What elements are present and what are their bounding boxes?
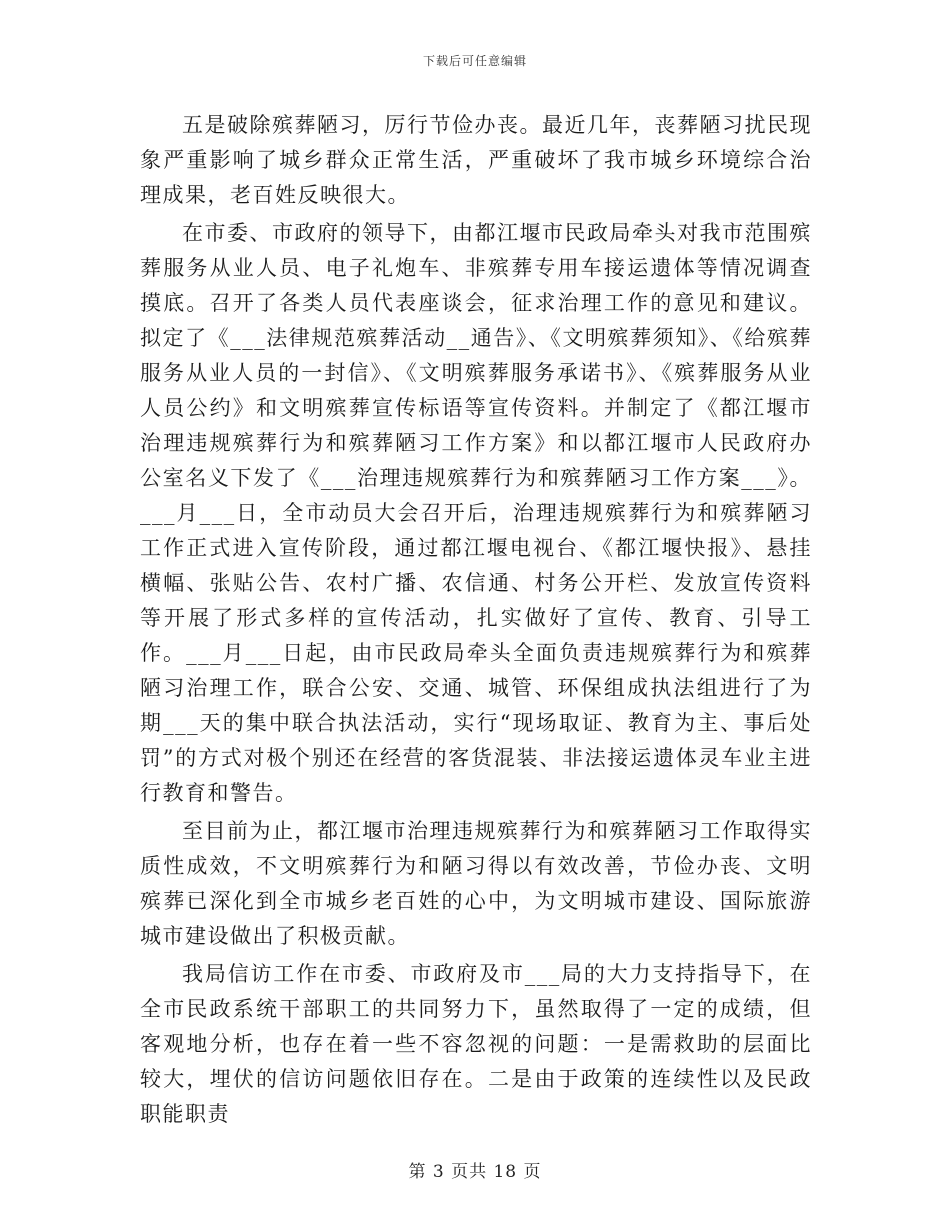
- document-body: [140, 108, 812, 1135]
- paragraph-4: 我局信访工作在市委、市政府及市___局的大力支持指导下，在全市民政系统干部职工的共同努力下，虽然取得了一定的成绩，但客观地分析，也存在着一些不容忽视的问题：一是需救助的层面比较大，埋伏的信访问题依旧存在。二是由于政策的连续性以及民政职能职责: [140, 962, 812, 1126]
- page-header: 下载后可任意编辑: [422, 54, 527, 68]
- paragraph-2: 在市委、市政府的领导下，由都江堰市民政局牵头对我市范围殡葬服务从业人员、电子礼炮车、非殡葬专用车接运遗体等情况调查摸底。召开了各类人员代表座谈会，征求治理工作的意见和建议。拟定了《___法律规范殡葬活动__通告》、《文明殡葬须知》、《给殡葬服务从业人员的一封信》、《文明殡葬服务承诺书》、《殡葬服务从业人员公约》和文明殡葬宣传标语等宣传资料。并制定了《都江堰市治理违规殡葬行为和殡葬陋习工作方案》和以都江堰市人民政府办公室名义下发了《___治理违规殡葬行为和殡葬陋习工作方案___》。___月___日，全市动员大会召开后，治理违规殡葬行为和殡葬陋习工作正式进入宣传阶段，通过都江堰电视台、《都江堰快报》、悬挂横幅、张贴公告、农村广播、农信通、村务公开栏、发放宣传资料等开展了形式多样的宣传活动，扎实做好了宣传、教育、引导工作。___月___日起，由市民政局牵头全面负责违规殡葬行为和殡葬陋习治理工作，联合公安、交通、城管、环保组成执法组进行了为期___天的集中联合执法活动，实行“现场取证、教育为主、事后处罚”的方式对极个别还在经营的客货混装、非法接运遗体灵车业主进行教育和警告。: [140, 221, 812, 805]
- paragraph-1: 五是破除殡葬陋习，厉行节俭办丧。最近几年，丧葬陋习扰民现象严重影响了城乡群众正常生活，严重破坏了我市城乡环境综合治理成果，老百姓反映很大。: [140, 113, 812, 207]
- page-number: 第 3 页共 18 页: [408, 1162, 542, 1182]
- paragraph-3: 至目前为止，都江堰市治理违规殡葬行为和殡葬陋习工作取得实质性成效，不文明殡葬行为和陋习得以有效改善，节俭办丧、文明殡葬已深化到全市城乡老百姓的心中，为文明城市建设、国际旅游城市建设做出了积极贡献。: [140, 819, 812, 948]
